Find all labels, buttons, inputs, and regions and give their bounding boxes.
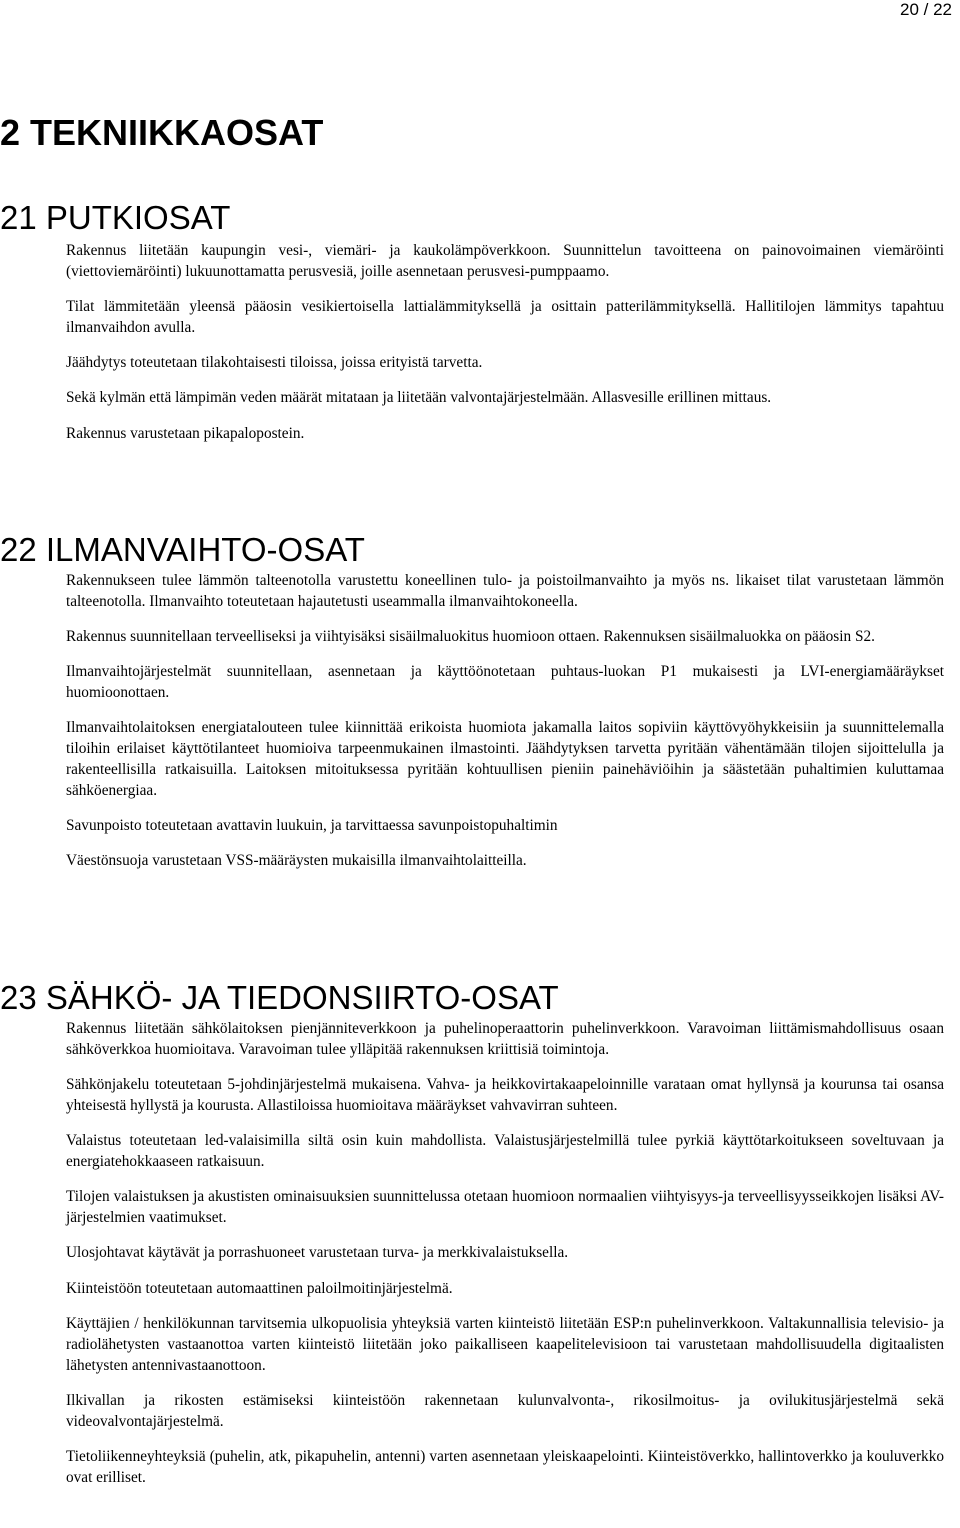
section-body-ilmanvaihto	[66, 571, 944, 872]
paragraph: Ilmanvaihtolaitoksen energiatalouteen tulee kiinnittää erikoista huomiota jakamalla laitos sopiviin käyttövyöhykkeisiin ja suunnittelemalla tiloihin erilaiset käyttötilanteet huomioiva tarpeenmukainen ilmastointi. Jäähdytyksen tarvetta pyritään vähentämään tilojen sijoittelulla ja rakenteellisilla ratkaisuilla. Laitoksen mitoituksessa pyritään kohtuullisen pieniin painehäviöihin ja säästetään puhaltimien kuluttamaa sähköenergiaa.	[66, 719, 944, 799]
paragraph: Tilojen valaistuksen ja akustisten ominaisuuksien suunnittelussa otetaan huomioon normaalien viihtyisyys-ja terveellisyysseikkojen lisäksi AV-järjestelmien vaatimukset.	[66, 1188, 944, 1227]
page-number: 20 / 22	[900, 0, 952, 19]
paragraph: Tietoliikenneyhteyksiä (puhelin, atk, pikapuhelin, antenni) varten asennetaan yleiskaapelointi. Kiinteistöverkko, hallintoverkko ja kouluverkko ovat erilliset.	[66, 1447, 944, 1486]
paragraph: Rakennus suunnitellaan terveelliseksi ja viihtyisäksi sisäilmaluokitus huomioon ottaen. Rakennuksen sisäilmaluokka on pääosin S2.	[66, 628, 875, 646]
paragraph: Rakennus varustetaan pikapalopostein.	[66, 424, 305, 442]
paragraph: Tilat lämmitetään yleensä pääosin vesikiertoisella lattialämmityksellä ja osittain patterilämmityksellä. Hallitilojen lämmitys tapahtuu ilmanvaihdon avulla.	[66, 298, 944, 336]
paragraph: Ulosjohtavat käytävät ja porrashuoneet varustetaan turva- ja merkkivalaistuksella.	[66, 1244, 569, 1262]
section-heading-putkiosat: 21 PUTKIOSAT	[0, 199, 231, 236]
section-body-putkiosat	[66, 241, 944, 445]
paragraph: Väestönsuoja varustetaan VSS-määräysten mukaisilla ilmanvaihtolaitteilla.	[66, 852, 527, 870]
paragraph: Jäähdytys toteutetaan tilakohtaisesti tiloissa, joissa erityistä tarvetta.	[66, 354, 483, 372]
paragraph: Valaistus toteutetaan led-valaisimilla siltä osin kuin mahdollista. Valaistusjärjestelmillä tulee pyrkiä käyttötarkoitukseen soveltuvaan ja energiatehokkaaseen ratkaisuun.	[66, 1132, 944, 1170]
paragraph: Kiinteistöön toteutetaan automaattinen paloilmoitinjärjestelmä.	[66, 1279, 453, 1297]
paragraph: Savunpoisto toteutetaan avattavin luukuin, ja tarvittaessa savunpoistopuhaltimin	[66, 817, 558, 835]
section-heading-sahko: 23 SÄHKÖ- JA TIEDONSIIRTO-OSAT	[0, 979, 559, 1016]
section-heading-ilmanvaihto: 22 ILMANVAIHTO-OSAT	[0, 531, 365, 568]
paragraph: Ilkivallan ja rikosten estämiseksi kiinteistöön rakennetaan kulunvalvonta-, rikosilmoitus- ja ovilukitusjärjestelmä sekä videovalvontajärjestelmä.	[66, 1391, 944, 1430]
paragraph: Ilmanvaihtojärjestelmät suunnitellaan, asennetaan ja käyttöönotetaan puhtaus-luokan P1 mukaisesti ja LVI-energiamääräykset huomioonottaen.	[66, 663, 944, 702]
paragraph: Rakennus liitetään kaupungin vesi-, viemäri- ja kaukolämpöverkkoon. Suunnittelun tavoitteena on painovoimainen viemäröinti (viettoviemäröinti) lukuunottamatta perusvesiä, joille asennetaan perusvesi-pumppaamo.	[66, 242, 944, 280]
paragraph: Rakennus liitetään sähkölaitoksen pienjänniteverkkoon ja puhelinoperaattorin puhelinverkkoon. Varavoiman liittämismahdollisuus osaan sähköverkkoa huomioitava. Varavoiman tulee ylläpitää rakennuksen kriittisiä toimintoja.	[66, 1020, 944, 1058]
chapter-heading: 2 TEKNIIKKAOSAT	[0, 112, 324, 153]
paragraph: Käyttäjien / henkilökunnan tarvitsemia ulkopuolisia yhteyksiä varten kiinteistö liitetään ESP:n puhelinverkkoon. Valtakunnallisia televisio- ja radiolähetysten vastaanottoa varten kiinteistö liitetään joko paikalliseen kaapelitelevisioon tai varustetaan mahdollisuudella digitaalisten lähetysten antennivastaanottoon.	[66, 1314, 944, 1374]
section-body-sahko	[66, 1019, 944, 1489]
paragraph: Rakennukseen tulee lämmön talteenotolla varustettu koneellinen tulo- ja poistoilmanvaihto ja myös ns. likaiset tilat varustetaan lämmön talteenotolla. Ilmanvaihto toteutetaan hajautetusti useammalla ilmanvaihtokoneella.	[66, 572, 944, 610]
paragraph: Sähkönjakelu toteutetaan 5-johdinjärjestelmä mukaisena. Vahva- ja heikkovirtakaapeloinnille varataan omat hyllynsä ja kourunsa tai osansa yhteisestä hyllystä ja kourusta. Allastiloissa huomioitava määräykset vahvavirran suhteen.	[66, 1076, 944, 1114]
paragraph: Sekä kylmän että lämpimän veden määrät mitataan ja liitetään valvontajärjestelmään. Allasvesille erillinen mittaus.	[66, 389, 772, 407]
